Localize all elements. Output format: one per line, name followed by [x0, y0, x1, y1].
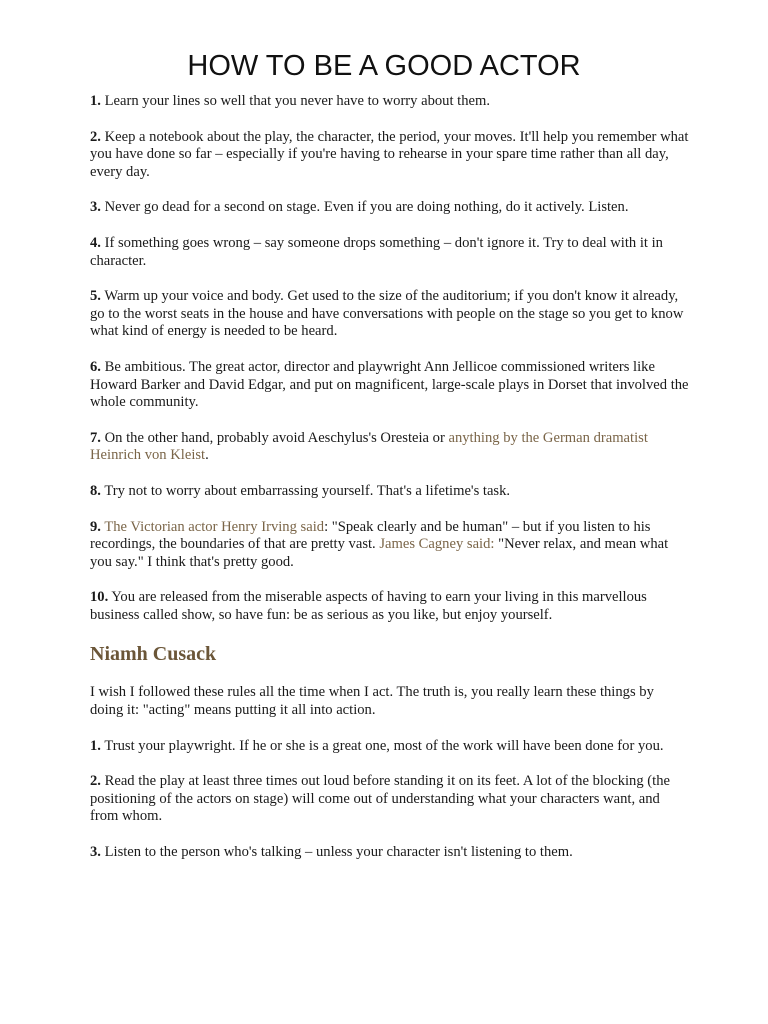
item-number: 2.: [90, 773, 101, 790]
item-text-end: .: [205, 447, 209, 464]
list-item: [90, 483, 690, 501]
list-item: [90, 519, 690, 572]
item-number: 7.: [90, 429, 101, 446]
list-item: [90, 359, 690, 412]
list-item: [90, 773, 690, 826]
section-heading: Niamh Cusack: [90, 643, 217, 666]
henry-irving-link[interactable]: The Victorian actor Henry Irving said: [104, 518, 325, 535]
item-text: Never go dead for a second on stage. Even if you are doing nothing, do it actively. Listen.: [100, 199, 629, 216]
item-text: Keep a notebook about the play, the character, the period, your moves. It'll help you remember what you have done so far – especially if you're having to rehearse in your spare time rather than all day, every day.: [90, 128, 689, 180]
item-number: 4.: [90, 234, 101, 251]
page-title: HOW TO BE A GOOD ACTOR: [187, 50, 581, 82]
item-number: 5.: [90, 288, 101, 305]
item-text: Read the play at least three times out loud before standing it on its feet. A lot of the blocking (the positioning of the actors on stage) will come out of understanding what your characters want, and from whom.: [90, 773, 670, 825]
list-item: [90, 738, 690, 756]
item-text: Warm up your voice and body. Get used to the size of the auditorium; if you don't know it already, go to the worst seats in the house and have conversations with people on the stage so you get to know what kind of energy is needed to be heard.: [90, 288, 684, 340]
list-item: [90, 93, 690, 111]
list-item: [90, 199, 690, 217]
list-item: [90, 235, 690, 270]
item-text: Listen to the person who's talking – unless your character isn't listening to them.: [100, 844, 573, 861]
item-number: 1.: [90, 737, 101, 754]
item-number: 6.: [90, 358, 101, 375]
item-number: 2.: [90, 128, 101, 145]
item-number: 9.: [90, 518, 101, 535]
item-text: Trust your playwright. If he or she is a great one, most of the work will have been done for you.: [100, 737, 664, 754]
item-text: : "Speak clearly and be human" – but if you listen to his recordings, the boundaries of that are pretty vast.: [90, 518, 651, 553]
list-item: [90, 844, 690, 862]
kleist-link[interactable]: anything by the German dramatist Heinrich von Kleist: [90, 429, 648, 464]
item-number: 3.: [90, 199, 101, 216]
section-intro: I wish I followed these rules all the time when I act. The truth is, you really learn these things by doing it: "acting" means putting it all into action.: [90, 684, 654, 719]
item-number: 8.: [90, 482, 101, 499]
james-cagney-link[interactable]: James Cagney said:: [379, 536, 495, 553]
list-item: [90, 430, 690, 465]
item-text-end: "Never relax, and mean what you say." I think that's pretty good.: [90, 536, 669, 570]
item-text: On the other hand, probably avoid Aeschylus's Oresteia or: [100, 429, 449, 446]
item-text: Be ambitious. The great actor, director and playwright Ann Jellicoe commissioned writers like Howard Barker and David Edgar, and put on magnificent, large-scale plays in Dorset that involved the whole community.: [90, 358, 689, 411]
item-number: 10.: [90, 589, 109, 606]
item-number: 3.: [90, 844, 101, 861]
item-text: You are released from the miserable aspects of having to earn your living in this marvellous business called show, so have fun: be as serious as you like, but enjoy yourself.: [90, 589, 647, 623]
item-text: If something goes wrong – say someone drops something – don't ignore it. Try to deal with it in character.: [90, 234, 663, 269]
list-item: [90, 589, 690, 624]
list-item: [90, 129, 690, 182]
list-item: [90, 288, 690, 341]
item-text: Try not to worry about embarrassing yourself. That's a lifetime's task.: [100, 482, 511, 499]
article-body: [90, 93, 690, 880]
item-number: 1.: [90, 93, 101, 109]
item-text: Learn your lines so well that you never have to worry about them.: [100, 93, 491, 109]
